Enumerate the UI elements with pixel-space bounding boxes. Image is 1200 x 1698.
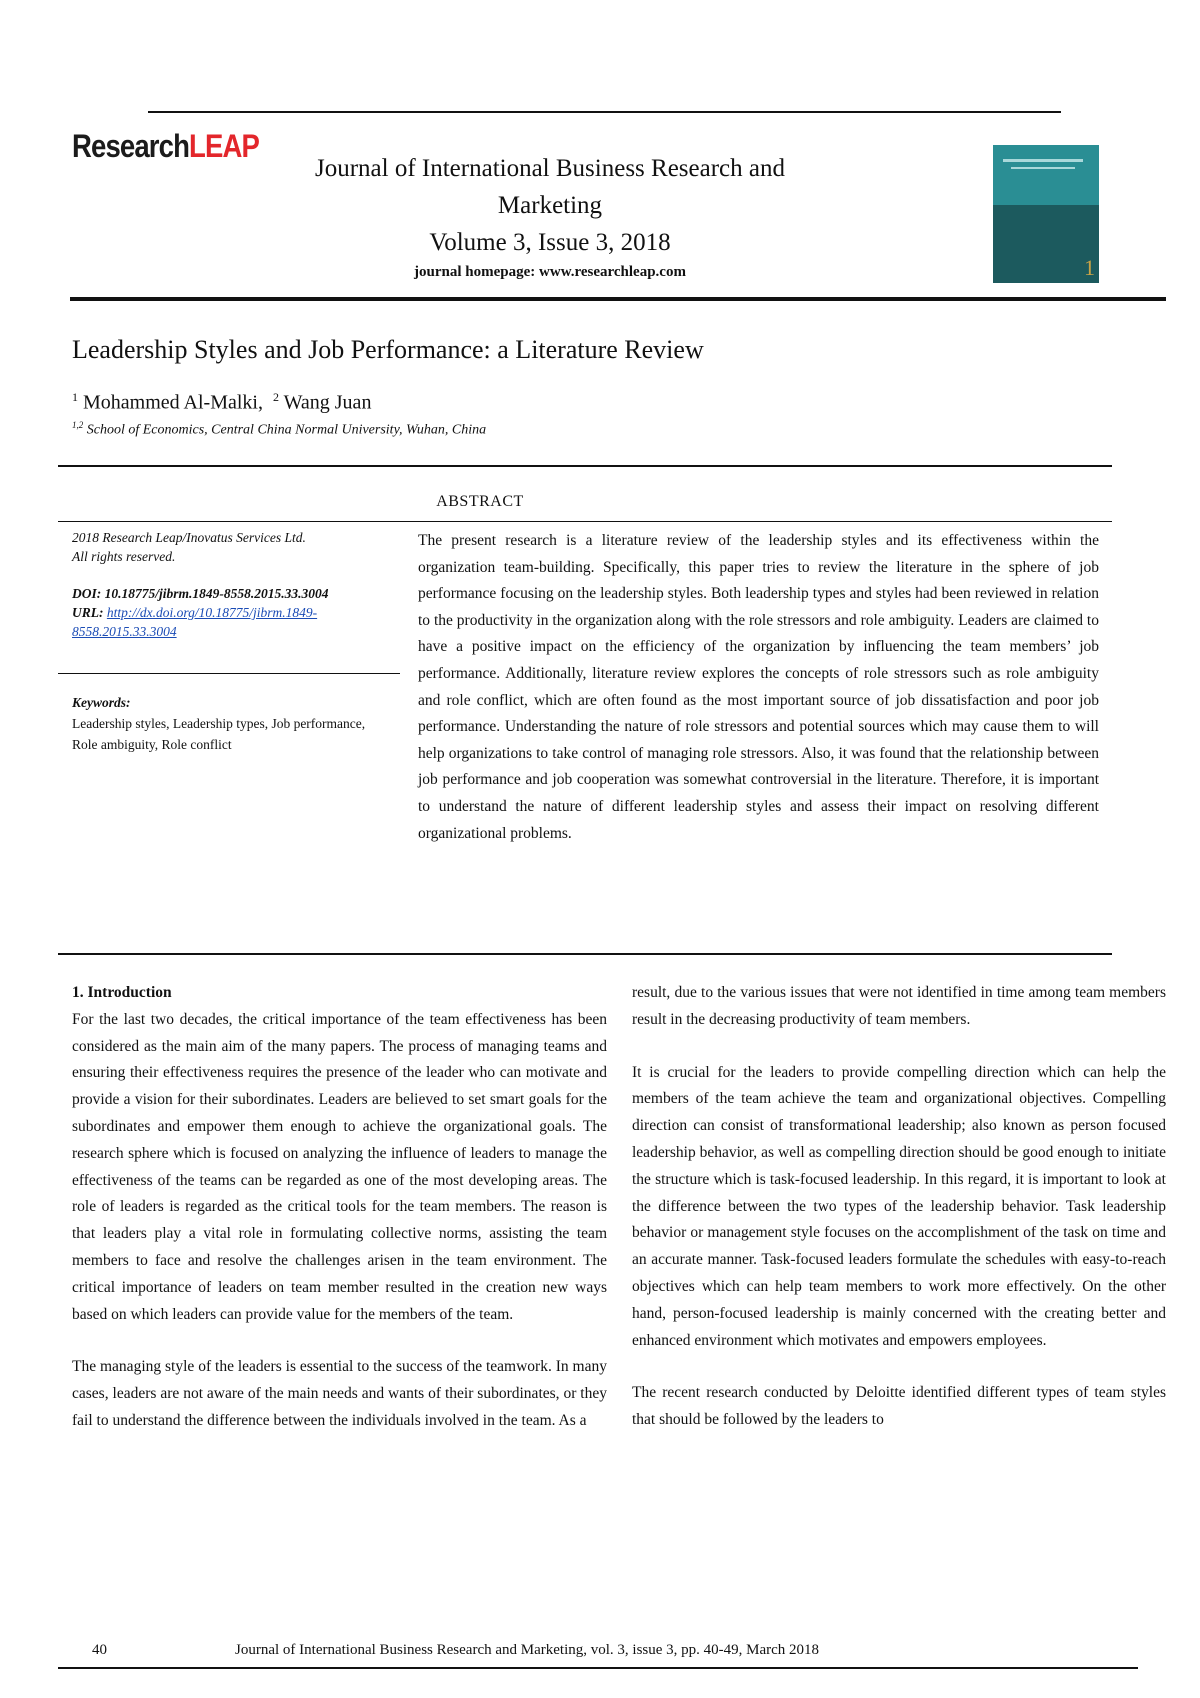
copyright: 2018 Research Leap/Inovatus Services Ltd. <box>72 530 306 545</box>
footer-rule <box>58 1667 1138 1669</box>
meta-divider-rule <box>58 673 400 674</box>
keywords-block <box>72 692 372 755</box>
article-meta <box>72 528 372 641</box>
researchleap-logo: ResearchLEAP <box>72 128 259 164</box>
cover-title-line <box>1003 159 1083 162</box>
body-column-right <box>632 980 1166 1460</box>
body-paragraph: The recent research conducted by Deloitte identified different types of team styles that should be followed by the leaders to <box>632 1384 1166 1429</box>
paper-title: Leadership Styles and Job Performance: a Literature Review <box>72 335 704 364</box>
abstract-bottom-rule <box>58 953 1112 955</box>
authors: $^1$ Mohammed Al-Malki, $^2$ Wang Juan <box>72 390 372 414</box>
journal-title-block <box>300 150 800 261</box>
author-2: Wang Juan <box>283 391 372 414</box>
journal-cover-thumbnail <box>993 145 1099 283</box>
footer-citation: Journal of International Business Research and Marketing, vol. 3, issue 3, pp. 40-49, March 2018 <box>235 1642 820 1658</box>
author-1: Mohammed Al-Malki, <box>83 391 263 414</box>
body-paragraph: It is crucial for the leaders to provide compelling direction which can help the members of the team achieve the team and organizational objectives. Compelling direction can consist of transformational leadership; also known as person focused leadership behavior, as well as compelling direction should be good enough to initiate the structure which is task-focused leadership. In this regard, it is important to look at the difference between the two types of the leadership behavior. Task leadership behavior or management style focuses on the accomplishment of the task on time and an accurate manner. Task-focused leaders formulate the schedules with easy-to-reach objectives which can help team members to work more effectively. On the other hand, person-focused leadership is mainly concerned with the creating better and enhanced environment which motivates and empowers employees. <box>632 1063 1166 1349</box>
cover-subtitle-line <box>1011 167 1075 169</box>
abstract-top-rule <box>58 465 1112 467</box>
keywords-heading: Keywords: <box>72 695 131 710</box>
header-bottom-rule <box>70 297 1166 301</box>
page-number: 40 <box>92 1642 107 1658</box>
section-heading-introduction: 1. Introduction <box>72 984 172 1001</box>
volume-issue: Volume 3, Issue 3, 2018 <box>429 229 671 256</box>
rights: All rights reserved. <box>72 549 176 564</box>
affiliation: $^{1,2}$ School of Economics, Central China Normal University, Wuhan, China <box>72 420 487 438</box>
body-paragraph: For the last two decades, the critical importance of the team effectiveness has been considered as the main aim of the many papers. The process of managing teams and ensuring their effectiveness requires the presence of the leader who can motivate and provide a vision for their subordinates. Leaders are believed to set smart goals for the subordinates and empower them enough to achieve the organizational goals. The research sphere which is focused on analyzing the influence of leaders to manage the effectiveness of the teams can be regarded as one of the most developing areas. The role of leaders is regarded as the critical tools for the team members. The reason is that leaders play a vital role in formulating collective norms, assisting the team members to face and resolve the challenges arisen in the team environment. The critical importance of leaders on team member resulted in the creation new ways based on which leaders can provide value for the members of the team. <box>72 1010 607 1323</box>
abstract-text: The present research is a literature review of the leadership styles and its effectiveness within the organization team-building. Specifically, this paper tries to review the literature in the sphere of job performance focusing on the leadership styles. Both leadership types and styles had been reviewed in relation to the productivity in the organization along with the role stressors and role ambiguity. Leaders are claimed to have a positive impact on the efficiency of the organization by influencing the team members’ job performance. Additionally, literature review explores the concepts of role stressors such as role ambiguity and role conflict, which are often found as the most important source of job dissatisfaction and poor job performance. Understanding the nature of role stressors and potential sources which may cause them to will help organizations to take control of managing role stressors. Also, it was found that the relationship between job performance and job cooperation was somewhat controversial in the literature. Therefore, it is important to understand the nature of different leadership styles and assess their impact on resolving different organizational problems. <box>418 532 1099 842</box>
url-line: URL: http://dx.doi.org/10.18775/jibrm.1849-8558.2015.33.3004 <box>72 605 318 639</box>
body-paragraph: result, due to the various issues that were not identified in time among team members result in the decreasing productivity of team members. <box>632 984 1166 1028</box>
cover-band <box>993 145 1099 205</box>
journal-title: Journal of International Business Research and Marketing <box>314 155 785 219</box>
journal-homepage[interactable]: journal homepage: www.researchleap.com <box>414 264 686 280</box>
cover-number: 1 <box>1084 255 1095 280</box>
doi: DOI: 10.18775/jibrm.1849-8558.2015.33.3004 <box>72 586 329 601</box>
doi-url-link[interactable]: http://dx.doi.org/10.18775/jibrm.1849-8558.2015.33.3004 <box>72 605 318 639</box>
body-column-left <box>72 980 607 1461</box>
header-top-rule <box>148 111 1061 113</box>
body-paragraph: The managing style of the leaders is essential to the success of the teamwork. In many cases, leaders are not aware of the main needs and wants of their subordinates, or they fail to understand the difference between the individuals involved in the team. As a <box>72 1358 607 1429</box>
abstract-heading-rule <box>58 521 1112 522</box>
abstract-heading: ABSTRACT <box>436 493 524 510</box>
keywords-list: Leadership styles, Leadership types, Job performance, Role ambiguity, Role conflict <box>72 716 366 752</box>
